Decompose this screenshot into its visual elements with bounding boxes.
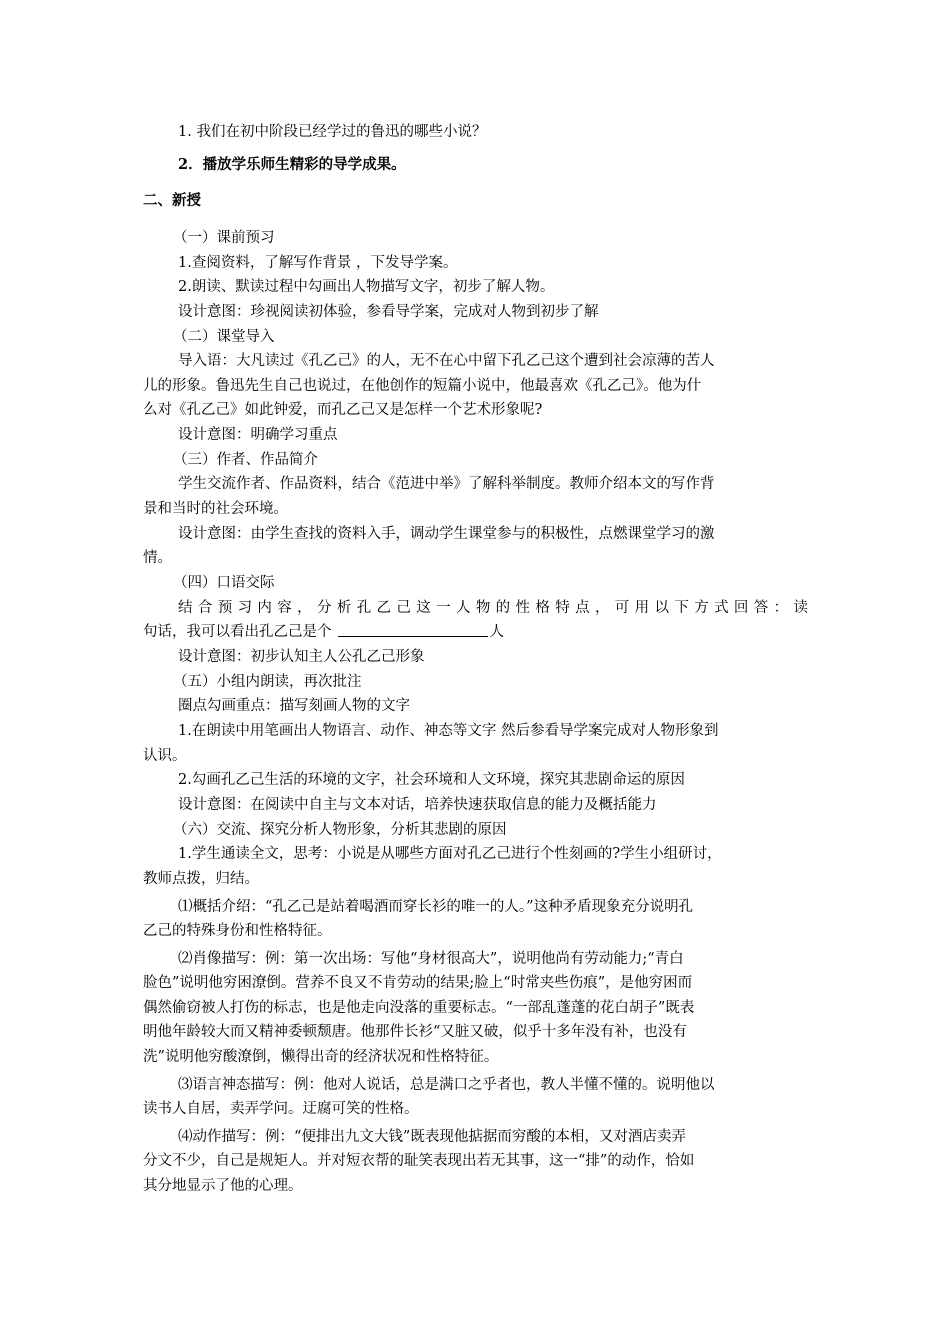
part-2-line-1: 导入语：大凡读过《孔乙己》的人，无不在心中留下孔乙己这个遭到社会凉薄的苦人 [178, 353, 715, 369]
part-1-title: （一）课前预习 [173, 230, 275, 246]
part-6-action-3: 其分地显示了他的心理。 [143, 1178, 303, 1194]
part-6-question-1: 1.学生通读全文，思考：小说是从哪些方面对孔乙己进行个性刻画的?学生小组研讨， [178, 846, 722, 862]
part-4-title: （四）口语交际 [173, 575, 275, 591]
part-2-title: （二）课堂导入 [173, 329, 275, 345]
part-6-portrait-1: ⑵肖像描写：例：第一次出场：写他“身材很高大”，说明他尚有劳动能力;“青白 [178, 951, 684, 967]
answer-blank[interactable] [338, 622, 488, 637]
part-3-line-1: 学生交流作者、作品资料，结合《范进中举》了解科举制度。教师介绍本文的写作背 [178, 476, 715, 492]
part-6-speech-2: 读书人自居，卖弄学问。迂腐可笑的性格。 [143, 1101, 419, 1117]
part-2-line-3: 么对《孔乙己》如此钟爱，而孔乙己又是怎样一个艺术形象呢? [143, 402, 543, 418]
part-2-design-intent: 设计意图：明确学习重点 [178, 427, 338, 443]
part-6-portrait-2: 脸色”说明他穷困潦倒。营养不良又不肯劳动的结果;脸上“时常夹些伤痕”，是他穷困而 [143, 975, 693, 991]
part-4-design-intent: 设计意图：初步认知主人公孔乙己形象 [178, 649, 425, 665]
part-4-line-2 [143, 622, 504, 642]
part-6-portrait-3: 偶然偷窃被人打伤的标志，也是他走向没落的重要标志。“一部乱蓬蓬的花白胡子”既表 [143, 1000, 695, 1016]
part-6-speech-1: ⑶语言神态描写：例：他对人说话，总是满口之乎者也，教人半懂不懂的。说明他以 [178, 1077, 715, 1093]
part-6-summary-2: 乙己的特殊身份和性格特征。 [143, 923, 332, 939]
intro-item-2: 2．播放学乐师生精彩的导学成果。 [178, 156, 406, 173]
part-6-portrait-5: 洗”说明他穷酸潦倒，懒得出奇的经济状况和性格特征。 [143, 1049, 499, 1065]
part-3-design-intent: 设计意图：由学生查找的资料入手，调动学生课堂参与的积极性，点燃课堂学习的激 [178, 526, 715, 542]
part-1-line-1: 1.查阅资料，了解写作背景 ，下发导学案。 [178, 255, 458, 271]
part-4-line-2-text: 句话，我可以看出孔乙己是个 [143, 624, 332, 640]
part-6-title: （六）交流、探究分析人物形象，分析其悲剧的原因 [173, 822, 507, 838]
part-6-action-2: 分文不少，自己是规矩人。并对短衣帮的耻笑表现出若无其事，这一“排”的动作，恰如 [143, 1153, 695, 1169]
intro-item-1: 1. 我们在初中阶段已经学过的鲁迅的哪些小说？ [178, 124, 487, 140]
part-6-portrait-4: 明他年龄较大而又精神委顿颓唐。他那件长衫“又脏又破，似乎十多年没有补，也没有 [143, 1024, 687, 1040]
part-1-design-intent: 设计意图：珍视阅读初体验，参看导学案，完成对人物到初步了解 [178, 304, 599, 320]
part-5-line-1: 1.在朗读中用笔画出人物语言、动作、神态等文字 然后参看导学案完成对人物形象到 [178, 723, 719, 739]
part-3-design-intent-cont: 情。 [143, 550, 172, 566]
part-5-line-3: 2.勾画孔乙己生活的环境的文字，社会环境和人文环境，探究其悲剧命运的原因 [178, 772, 685, 788]
part-6-action-1: ⑷动作描写：例：“便排出九文大钱”既表现他掂据而穷酸的本相，又对酒店卖弄 [178, 1129, 686, 1145]
part-4-line-1: 结合预习内容，分析孔乙己这一人物的性格特点，可用以下方式回答：读 [178, 600, 808, 616]
part-2-line-2: 儿的形象。鲁迅先生自己也说过，在他创作的短篇小说中，他最喜欢《孔乙己》。他为什 [143, 378, 702, 394]
part-6-summary-1: ⑴概括介绍：“孔乙己是站着喝酒而穿长衫的唯一的人。”这种矛盾现象充分说明孔 [178, 899, 694, 915]
part-6-question-2: 教师点拨，归结。 [143, 871, 259, 887]
part-5-focus: 圈点勾画重点：描写刻画人物的文字 [178, 698, 410, 714]
part-4-line-2-end: 人 [489, 624, 504, 640]
part-1-line-2: 2.朗读、默读过程中勾画出人物描写文字，初步了解人物。 [178, 279, 555, 295]
part-5-design-intent: 设计意图：在阅读中自主与文本对话，培养快速获取信息的能力及概括能力 [178, 797, 657, 813]
section-heading-new-lesson: 二、新授 [143, 192, 201, 209]
part-5-line-2: 认识。 [143, 748, 187, 764]
part-3-line-2: 景和当时的社会环境。 [143, 501, 288, 517]
part-5-title: （五）小组内朗读，再次批注 [173, 674, 362, 690]
part-3-title: （三）作者、作品简介 [173, 452, 318, 468]
